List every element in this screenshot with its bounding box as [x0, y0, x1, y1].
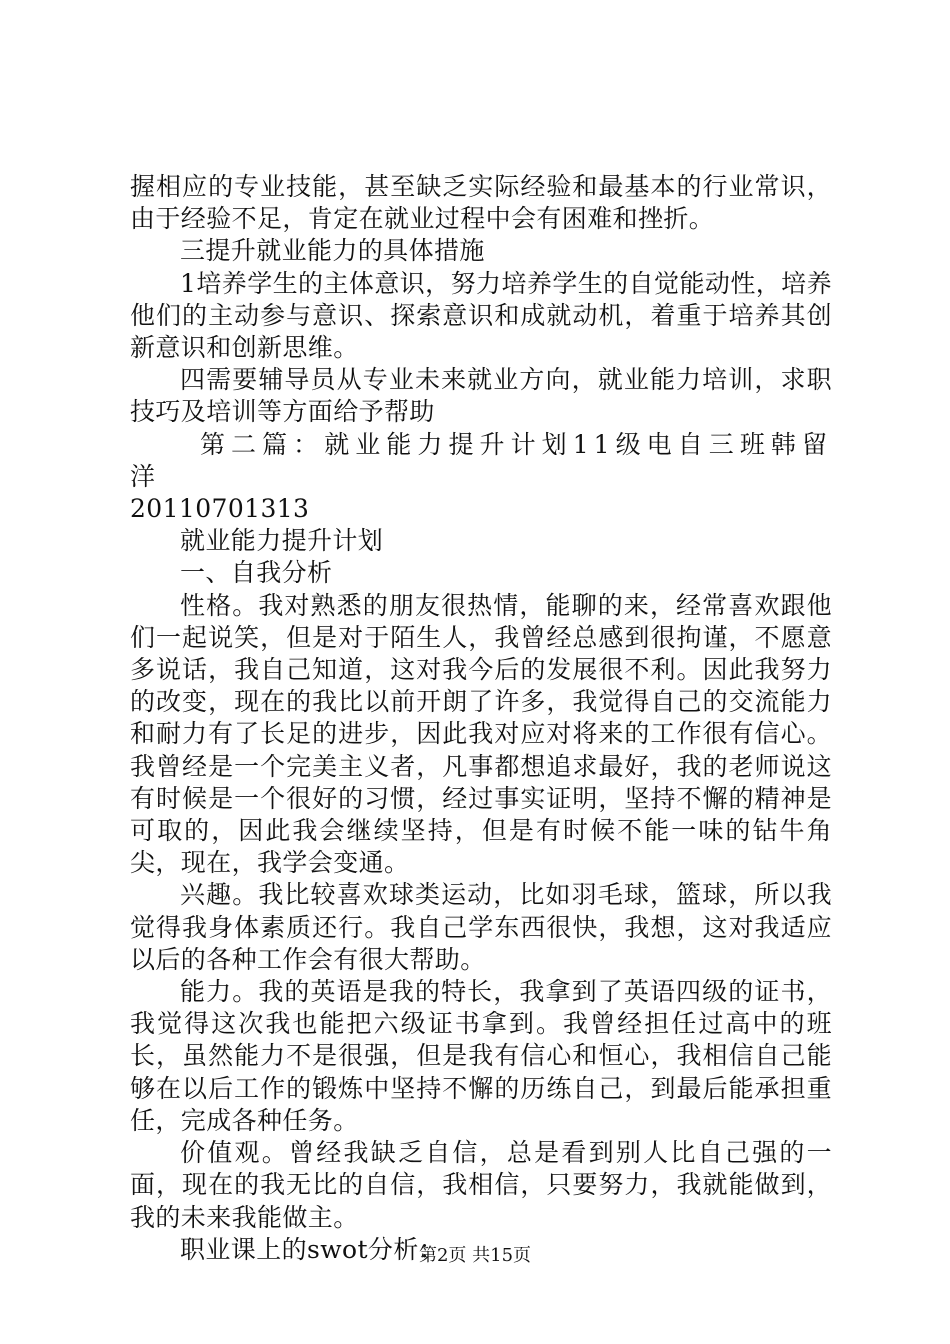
- chapter-title: 第二篇：就业能力提升计划11级电自三班韩留洋: [130, 429, 832, 491]
- section-heading-measures: 三提升就业能力的具体措施: [180, 236, 485, 266]
- student-id: 20110701313: [130, 494, 310, 524]
- plan-title: 就业能力提升计划: [180, 526, 384, 556]
- paragraph-measure-1: 1培养学生的主体意识，努力培养学生的自觉能动性，培养他们的主动参与意识、探索意识和成就动机，着重于培养其创新意识和创新思维。: [130, 268, 832, 363]
- paragraph-swot-intro: 职业课上的swot分析：: [180, 1234, 445, 1264]
- page-number-footer: 第2页 共15页: [418, 1245, 532, 1266]
- section-heading-self-analysis: 一、自我分析: [180, 558, 333, 588]
- paragraph-abilities: 能力。我的英语是我的特长，我拿到了英语四级的证书，我觉得这次我也能把六级证书拿到。我曾经担任过高中的班长，虽然能力不是很强，但是我有信心和恒心，我相信自己能够在以后工作的锻炼中坚持不懈的历练自己，到最后能承担重任，完成各种任务。: [130, 977, 832, 1135]
- paragraph-section-four: 四需要辅导员从专业未来就业方向，就业能力培训，求职技巧及培训等方面给予帮助: [130, 365, 832, 427]
- paragraph-interests: 兴趣。我比较喜欢球类运动，比如羽毛球，篮球，所以我觉得我身体素质还行。我自己学东西很快，我想，这对我适应以后的各种工作会有很大帮助。: [130, 880, 832, 974]
- paragraph-values: 价值观。曾经我缺乏自信，总是看到别人比自己强的一面，现在的我无比的自信，我相信，只要努力，我就能做到，我的未来我能做主。: [130, 1138, 832, 1232]
- document-body: [130, 171, 832, 1266]
- paragraph-personality: 性格。我对熟悉的朋友很热情，能聊的来，经常喜欢跟他们一起说笑，但是对于陌生人，我曾经总感到很拘谨，不愿意多说话，我自己知道，这对我今后的发展很不利。因此我努力的改变，现在的我比以前开朗了许多，我觉得自己的交流能力和耐力有了长足的进步，因此我对应对将来的工作很有信心。我曾经是一个完美主义者，凡事都想追求最好，我的老师说这有时候是一个很好的习惯，经过事实证明，坚持不懈的精神是可取的，因此我会继续坚持，但是有时候不能一味的钻牛角尖，现在，我学会变通。: [130, 590, 832, 878]
- paragraph-continuation: 握相应的专业技能，甚至缺乏实际经验和最基本的行业常识，由于经验不足，肯定在就业过程中会有困难和挫折。: [130, 172, 832, 234]
